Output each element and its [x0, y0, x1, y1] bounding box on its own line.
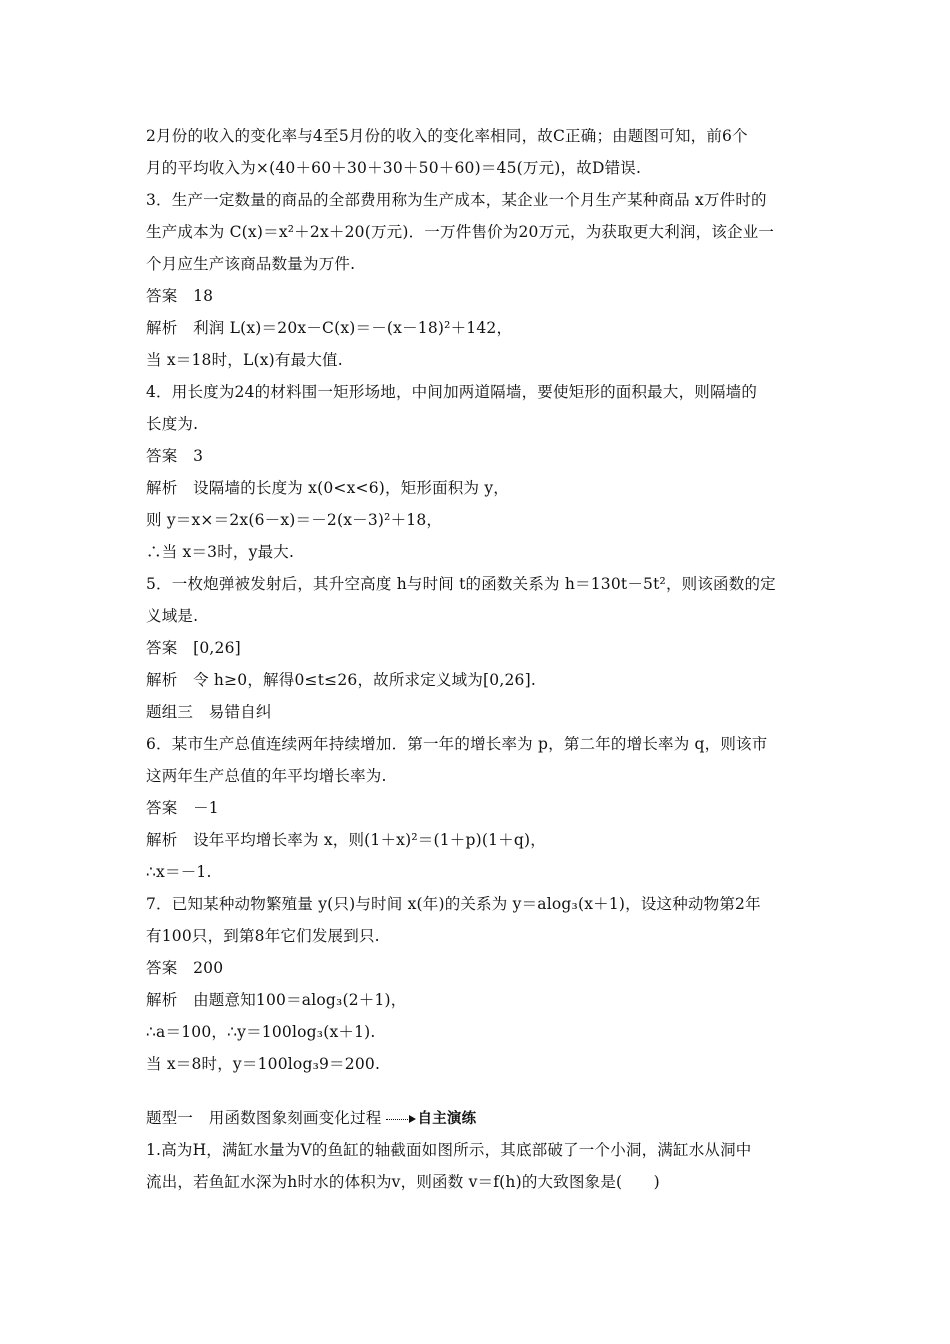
problem-6-text: 6．某市生产总值连续两年持续增加．第一年的增长率为 p，第二年的增长率为 q，则该市: [146, 735, 768, 753]
solution-3: 解析 利润 L(x)＝20x－C(x)＝－(x－18)²＋142，: [146, 319, 513, 337]
text-line: 当 x＝8时，y＝100log₃9＝200.: [146, 1055, 381, 1073]
problem-3-text: 3．生产一定数量的商品的全部费用称为生产成本，某企业一个月生产某种商品 x万件时的: [146, 191, 767, 209]
solution-6: 解析 设年平均增长率为 x，则(1＋x)²＝(1＋p)(1＋q)，: [146, 831, 546, 849]
section-title: 题型一 用函数图象刻画变化过程: [146, 1109, 382, 1127]
text-line: 有100只，到第8年它们发展到只.: [146, 927, 380, 945]
text-line: ∴x＝－1.: [146, 863, 212, 881]
problem-1-text: 1.高为H，满缸水量为V的鱼缸的轴截面如图所示，其底部破了一个小洞，满缸水从洞中: [146, 1141, 752, 1159]
solution-7: 解析 由题意知100＝alog₃(2＋1)，: [146, 991, 407, 1009]
problem-5-text: 5．一枚炮弹被发射后，其升空高度 h与时间 t的函数关系为 h＝130t－5t²，则该函数的定: [146, 575, 776, 593]
text-line: 则 y＝x×＝2x(6－x)＝－2(x－3)²＋18，: [146, 511, 443, 529]
answer-5: 答案 [0,26]: [146, 639, 241, 657]
problem-7-text: 7．已知某种动物繁殖量 y(只)与时间 x(年)的关系为 y＝alog₃(x＋1)，设这种动物第2年: [146, 895, 761, 913]
answer-4: 答案 3: [146, 447, 204, 465]
text-line: 这两年生产总值的年平均增长率为.: [146, 767, 387, 785]
text-line: 流出，若鱼缸水深为h时水的体积为v，则函数 v＝f(h)的大致图象是( ): [146, 1173, 660, 1191]
text-line: 义域是.: [146, 607, 199, 625]
text-line: ∴a＝100，∴y＝100log₃(x＋1).: [146, 1023, 376, 1041]
section-tag: 自主演练: [417, 1111, 477, 1127]
answer-3: 答案 18: [146, 287, 214, 305]
text-line: 长度为.: [146, 415, 199, 433]
arrow-icon: [386, 1114, 416, 1124]
group-heading: 题组三 易错自纠: [146, 703, 272, 721]
section-heading: [146, 1108, 811, 1129]
text-line: ∴当 x＝3时，y最大.: [146, 543, 295, 561]
answer-6: 答案 －1: [146, 799, 219, 817]
text-line: 2月份的收入的变化率与4至5月份的收入的变化率相同，故C正确；由题图可知，前6个: [146, 127, 748, 145]
answer-7: 答案 200: [146, 959, 224, 977]
solution-4: 解析 设隔墙的长度为 x(0<x<6)，矩形面积为 y，: [146, 479, 509, 497]
text-line: 个月应生产该商品数量为万件.: [146, 255, 356, 273]
text-line: 生产成本为 C(x)＝x²＋2x＋20(万元)．一万件售价为20万元，为获取更大利润，该企业一: [146, 223, 775, 241]
text-line: 月的平均收入为×(40＋60＋30＋30＋50＋60)＝45(万元)，故D错误.: [146, 159, 642, 177]
text-line: 当 x＝18时，L(x)有最大值.: [146, 351, 343, 369]
solution-5: 解析 令 h≥0，解得0≤t≤26，故所求定义域为[0,26].: [146, 671, 536, 689]
problem-4-text: 4．用长度为24的材料围一矩形场地，中间加两道隔墙，要使矩形的面积最大，则隔墙的: [146, 383, 758, 401]
